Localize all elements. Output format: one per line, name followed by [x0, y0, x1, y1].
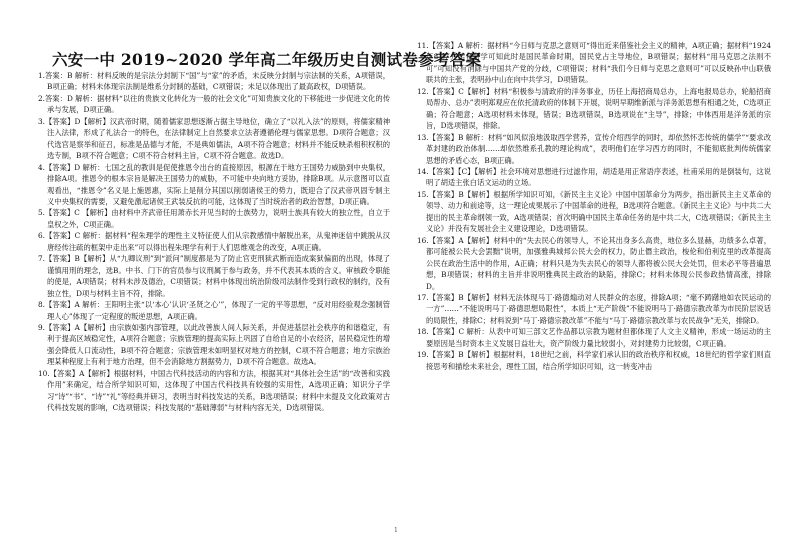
- answer-item: 8.【答案】A 解析：王阳明主张“以‘本心’认识‘圣贤之心’”，体现了一定的平等思想，“反对用经验观念强制管理人心”体现了一定程度的叛逆思想，A项正确。: [38, 300, 390, 321]
- answer-item: 16.【答案】A【解析】材料中的“失去民心的领导人，不论其出身多么高贵，地位多么显赫，功绩多么卓著，都可能被公民大会罢黜”说明，加强雅典城邦公民大会的权力，防止僭主政治，梭伦和伯利克里的改革提高公民在政治生活中的作用，A正确；材料只是为失去民心的领导人都将被公民大会处罚，但未必平等普遍思想，B项错误；材料的主旨并非说明雅典民主政治的缺陷，排除C；材料未体现公民参政热情高涨，排除D。: [417, 235, 771, 291]
- answer-item: 2.答案：D 解析：据材料“以往的贵族文化转化为一般的社会文化”可知贵族文化的下移能进一步促进文化的传承与发展，D项正确。: [38, 93, 390, 115]
- answer-item: 7.【答案】B【解析】从“九卿议刑”到“派问”制度都是为了防止官吏刑狱武断而造成案狱偏面的出现，体现了谨慎用刑的理念，选B。中书、门下的官员参与议刑属于参与政务，并不代表其本质的含义。审核政令职能的使是，A项错误；材料未涉及德治，C项错误；材料中体现出统治阶级司法制作受到行政权的制约，没有独立性，D项与材料主旨不符，排除。: [38, 254, 390, 298]
- answer-item: 1.答案：B 解析：材料反映的是宗法分封制下“国”与“家”的矛盾，未反映分封制与宗法制的关系，A项错误，B项正确；材料未体现宗法制是维系分封制的基础，C项错误；未足以体现出了最高政权，D项错误。: [38, 71, 390, 92]
- answer-item: 10.【答案】A【解析】根据材料，中国古代科技活动的内容和方法，根据其对“具体社会生活”的“改善和实践作用”来确定，结合所学知识可知，这体现了中国古代科技具有较强的实用性，A选项正确；知识分子学习“诗”“书”、“诗”“礼”等经典并研习，表明当时科技发达的关系，B选项错误；材料中未提及文化政策对古代科技发展的影响，C选项错误；科技发展的“基础薄弱”与材料内容无关，D选项错误。: [38, 368, 390, 413]
- answer-item: 15.【答案】B【解析】根据所学知识可知，《新民主主义论》中国中国革命分为两步，指出新民主主义革命的领导、动力和前途等，这一理论成果展示了中国革命的进程，B选项符合题意。《新民主主义论》与中共二大提出的民主革命纲领一致，A选项错误；首次明确中国民主革命任务的是中共二大，C选项错误；《新民主主义论》并没有发展社会主义建设理论，D选项错误。: [417, 189, 771, 234]
- answer-item: 18.【答案】C 解析：从表中可知三部文艺作品都以宗教为题材但都体现了人文主义精神，形成一场运动的主要原因是当时资本主义发展日益壮大，资产阶级力量比较弱小，对封建势力比较弱，C项正确。: [417, 327, 771, 348]
- answer-item: 19.【答案】B【解析】根据材料，18世纪之前，科学家们承认旧的政治秩序和权威，18世纪的哲学家们则直接思考和描绘未来社会，理性工国，结合所学知识可知，这一转变冲击: [417, 350, 771, 371]
- answer-item: 5.【答案】C 【解析】由材料中齐武帝任用萧赤长开见当时的士族势力，说明士族具有较大的独立性，自立于皇权之外，C项正确。: [38, 208, 390, 229]
- left-column: [38, 70, 390, 534]
- answer-item: 11.【答案】A 解析：据材料“今日师与克思之意则可“得出近来借鉴社会主义的精神，A项正确；据材料“1924年8月”并结合所学可知此时是国民革命时期，国民党占主导地位，B项错误；据材料“用马克思之法则不可”可知没有消除与中国共产党的分歧，C项错误；材料“我们今日师与克思之意则可”可以反映孙中山联俄联共的主张，表明孙中山在向中共学习，D项错误。: [417, 41, 771, 85]
- page-number: 1: [394, 527, 398, 534]
- answer-item: 3.【答案】D【解析】汉武帝时期，随着儒家思想逐渐占据主导地位，确立了“以礼入法”的原则，将儒家精神注入法律，形成了礼法合一的特色，在法律制定上自然要求立法者遵循伦理与儒家思想。D项符合题意；汉代选官是察举和征召，标准是品德与才能，不是典如儒法，A项不符合题意；材料并不能反映杀相积权积的选专制，B项不符合题意；C项不符合材料主旨，C项不符合题意。故选D。: [38, 116, 390, 161]
- answer-item: 4.【答案】D 解析：七国之乱的教训是促使推恩令出台的直接原因，根源在于地方王国势力威胁到中央集权，排除A项。推恩令的根本宗旨是解决王国势力的威胁，不可能中央向地方妥协，排除B项。从示意图可以直观看出，“推恩令”名义是上施恩惠，实际上是削分其国以削弱诸侯王的势力，既迎合了汉武帝巩固专制主义中央集权的需要，又避免激起诸侯王武装反抗的可能，这体现了当时统治者的政治智慧，D项正确。: [38, 162, 390, 206]
- page-title: 六安一中 2019~2020 学年高二年级历史自测试卷参考答案: [52, 50, 482, 69]
- answer-item: 13.【答案】B 解析：材料“如风似浪地汲取西学营养，宣传介绍西学的同时，却依然怀恋传统的儒学”“要求改革封建的政治体制……却依然维系孔教的理论构成”，表明他们在学习西方的同时，不能彻底批判传统儒家思想的矛盾心态，B项正确。: [417, 132, 771, 165]
- answer-item: 14.【答案】【C】【解析】社会环境对思想进行过滤作用，胡适是用正常语序表述，杜甫采用的是倒装句，这说明了胡适主张白话文运动的立场。: [417, 166, 771, 188]
- right-column: [417, 40, 771, 528]
- answer-item: 12.【答案】C【解析】材料“积极参与清政府的洋务事业，历任上海招商局总办，上海电报局总办，轮船招商局帮办、总办”表明郑观应在依托清政府的体制下开展，说明早期维新派与洋务派思想有相通之处，C选项正确；符合题意；A选项材料未体现，错误；B选项错误，B选项说在“主导”，排除；中体西用是洋务派的宗旨，D选项错误，排除。: [417, 86, 771, 131]
- answer-item: 17.【答案】B【解析】材料无法体现马丁·路德煽动对人民群众的态度，排除A项；“毫不踌躇地如农民运动的一方”……“不能说明马丁·路德思想局限性”，本质上“无产阶级”不能说明马丁·路德宗教改革为市民阶层说话的局限性，排除C；材料说到“马丁·路德宗教改革”不能与“马丁·路德宗教改革与农民战争”无关，排除D。: [417, 292, 771, 325]
- answer-item: 6.【答案】C 解析：据材料“程朱理学的理性主义特征使人们从宗教感情中解脱出来，从鬼神迷信中跳脱从汉唐经传注疏的框架中走出来”可以得出程朱理学有利于人们思维观念的改变，A项正确。: [38, 231, 390, 252]
- answer-item: 9.【答案】A【解析】由宗族如强内部管理，以此改善族人间人际关系，并促进基层社会秩序的和谐稳定，有利于提高区域稳定性，A项符合题意；宗族管理的提高实际上巩固了自给自足的小农经济，居民稳定性的增强会降低人口流动性，B项不符合题意；宗族管理未如明显权对地方的控制，C项不符合题意；地方宗族治理某种程度上有利于地方治理，但不会消除地方割据势力，D项不符合题意。故选A。: [38, 322, 390, 367]
